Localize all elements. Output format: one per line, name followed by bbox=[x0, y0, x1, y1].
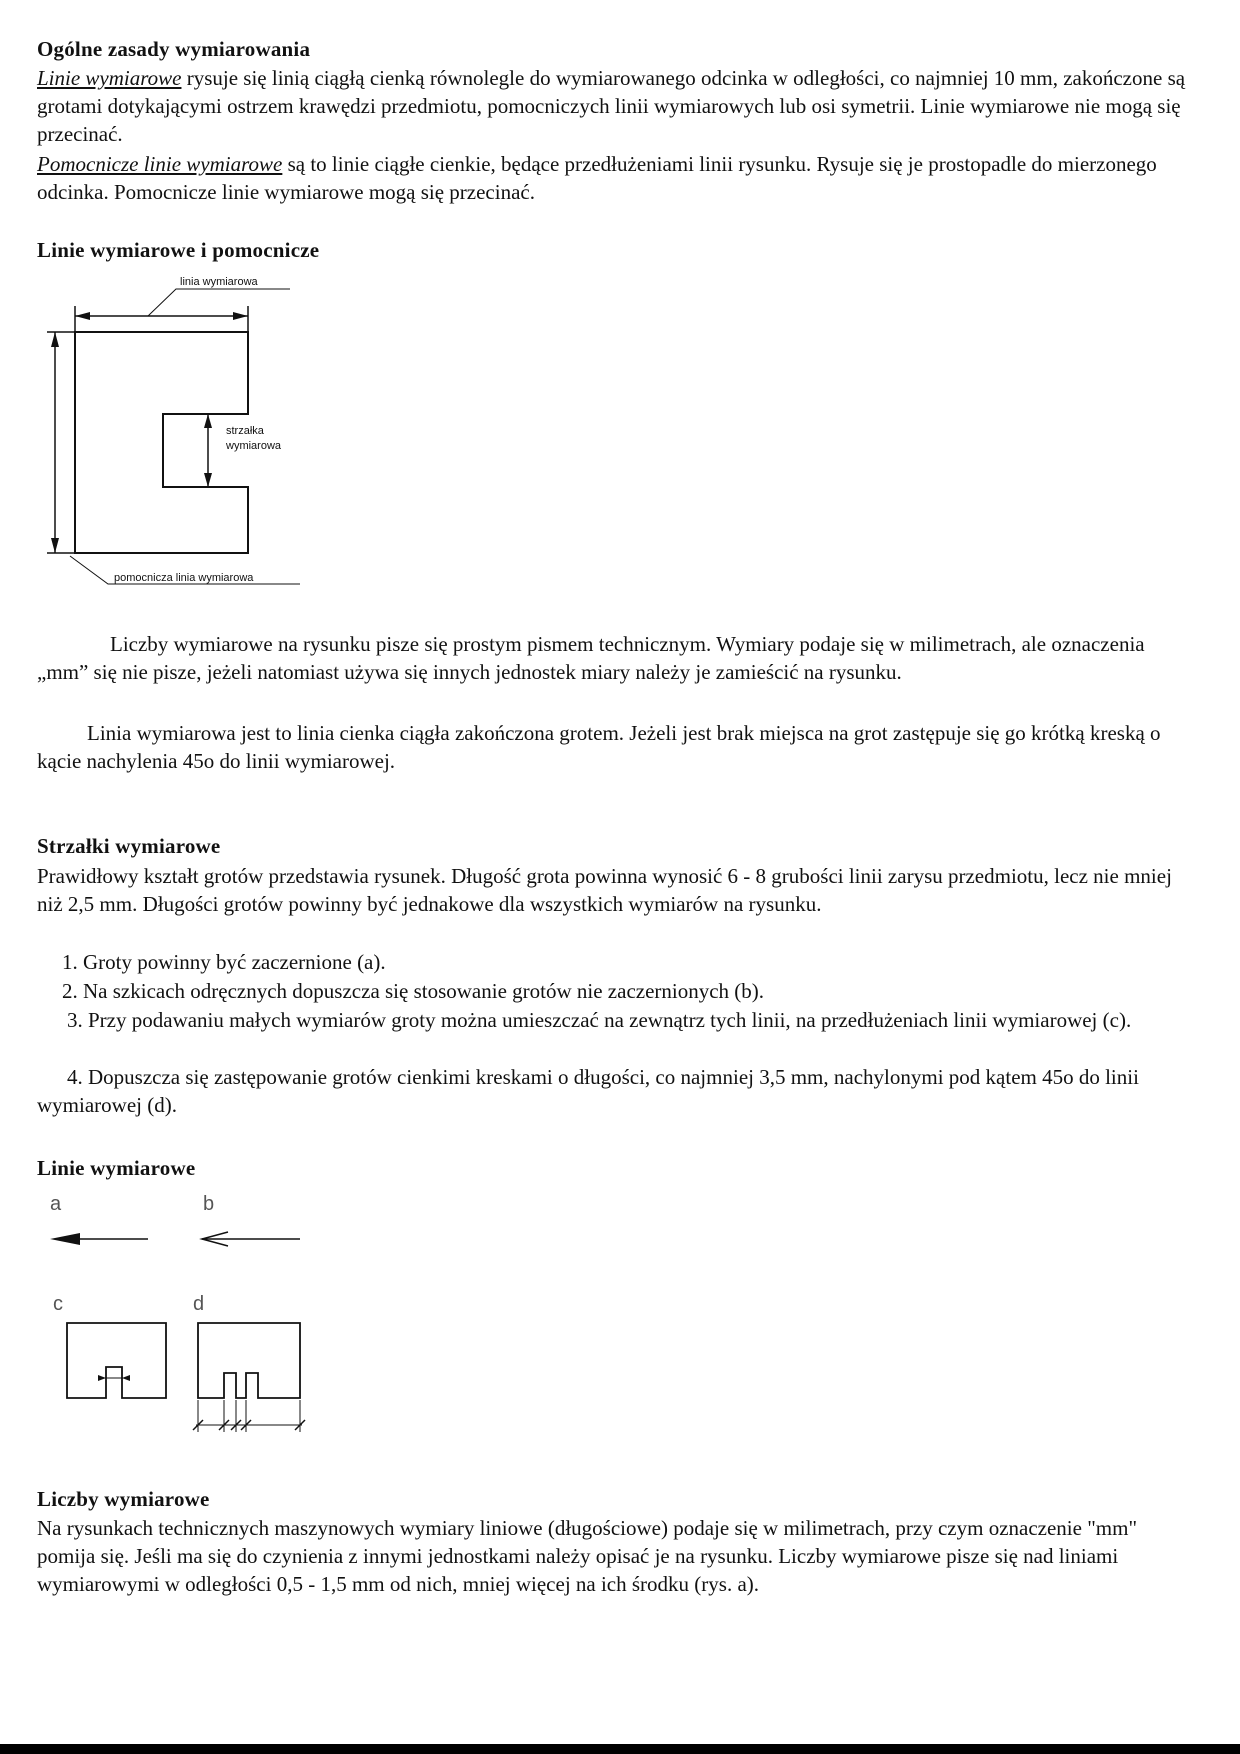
part-c-outline bbox=[67, 1323, 166, 1398]
paragraph-dimension-line-def-text: Linia wymiarowa jest to linia cienka ciągła zakończona grotem. Jeżeli jest brak miejsca na grot zastępuje się go krótką kreską o kącie nachylenia 45o do linii wymiarowej. bbox=[37, 721, 1161, 773]
term-dimension-lines: Linie wymiarowe bbox=[37, 66, 182, 90]
label-c: c bbox=[53, 1293, 63, 1315]
label-dimension-line: linia wymiarowa bbox=[180, 276, 258, 288]
scan-bottom-border bbox=[0, 1744, 1240, 1754]
label-b: b bbox=[203, 1193, 215, 1215]
label-a: a bbox=[50, 1193, 62, 1215]
label-auxiliary-line: pomocnicza linia wymiarowa bbox=[114, 572, 254, 584]
paragraph-dimension-numbers-text: Liczby wymiarowe na rysunku pisze się prostym pismem technicznym. Wymiary podaje się w milimetrach, ale oznaczenia „mm” się nie pisze, jeżeli natomiast używa się innych jednostek miary należy je zamieścić na rysunku. bbox=[37, 632, 1145, 684]
list-item: 1. Groty powinny być zaczernione (a). bbox=[62, 950, 386, 974]
part-d-outline bbox=[198, 1323, 300, 1398]
paragraph-dimension-lines-text: rysuje się linią ciągłą cienką równolegle do wymiarowanego odcinka w odległości, co najmniej 10 mm, zakończone są grotami dotykającymi ostrzem krawędzi przedmiotu, pomocniczych linii wymiarowych lub osi symetrii. Linie wymiarowe nie mogą się przecinać. bbox=[37, 66, 1186, 146]
heading-dimension-and-auxiliary-lines: Linie wymiarowe i pomocnicze bbox=[37, 238, 320, 262]
list-item-text: 3. Przy podawaniu małych wymiarów groty można umieszczać na zewnątrz tych linii, na przedłużeniach linii wymiarowej (c). bbox=[67, 1008, 1132, 1032]
term-auxiliary-lines: Pomocnicze linie wymiarowe bbox=[37, 152, 283, 176]
label-d: d bbox=[193, 1293, 205, 1315]
paragraph-arrows-intro: Prawidłowy kształt grotów przedstawia rysunek. Długość grota powinna wynosić 6 - 8 grubości linii zarysu przedmiotu, lecz nie mniej niż 2,5 mm. Długości grotów powinny być jednakowe dla wszystkich wymiarów na rysunku. bbox=[37, 864, 1172, 916]
paragraph-auxiliary-lines-text: są to linie ciągłe cienkie, będące przedłużeniami linii rysunku. Rysuje się je prostopadle do mierzonego odcinka. Pomocnicze linie wymiarowe mogą się przecinać. bbox=[37, 152, 1157, 204]
heading-general-rules: Ogólne zasady wymiarowania bbox=[37, 37, 311, 61]
arrow-a-head bbox=[50, 1233, 80, 1245]
list-item-text: 4. Dopuszcza się zastępowanie grotów cienkimi kreskami o długości, co najmniej 3,5 mm, nachylonymi pod kątem 45o do linii wymiarowej (d). bbox=[37, 1065, 1139, 1117]
label-arrow-2: wymiarowa bbox=[226, 440, 282, 452]
label-arrow-1: strzałka bbox=[226, 425, 264, 437]
list-item: 2. Na szkicach odręcznych dopuszcza się stosowanie grotów nie zaczernionych (b). bbox=[62, 979, 765, 1003]
heading-dimension-numbers: Liczby wymiarowe bbox=[37, 1487, 210, 1511]
paragraph-dimension-numbers-rules: Na rysunkach technicznych maszynowych wymiary liniowe (długościowe) podaje się w milimetrach, przy czym oznaczenie "mm" pomija się. Jeśli ma się do czynienia z innymi jednostkami należy opisać je na rysunku. Liczby wymiarowe pisze się nad liniami wymiarowymi w odległości 0,5 - 1,5 mm od nich, mniej więcej na ich środku (rys. a). bbox=[37, 1516, 1138, 1596]
heading-dimension-arrows: Strzałki wymiarowe bbox=[37, 834, 221, 858]
heading-dimension-lines-figure: Linie wymiarowe bbox=[37, 1156, 196, 1180]
arrow-c-right bbox=[122, 1375, 130, 1381]
arrow-c-left bbox=[98, 1375, 106, 1381]
